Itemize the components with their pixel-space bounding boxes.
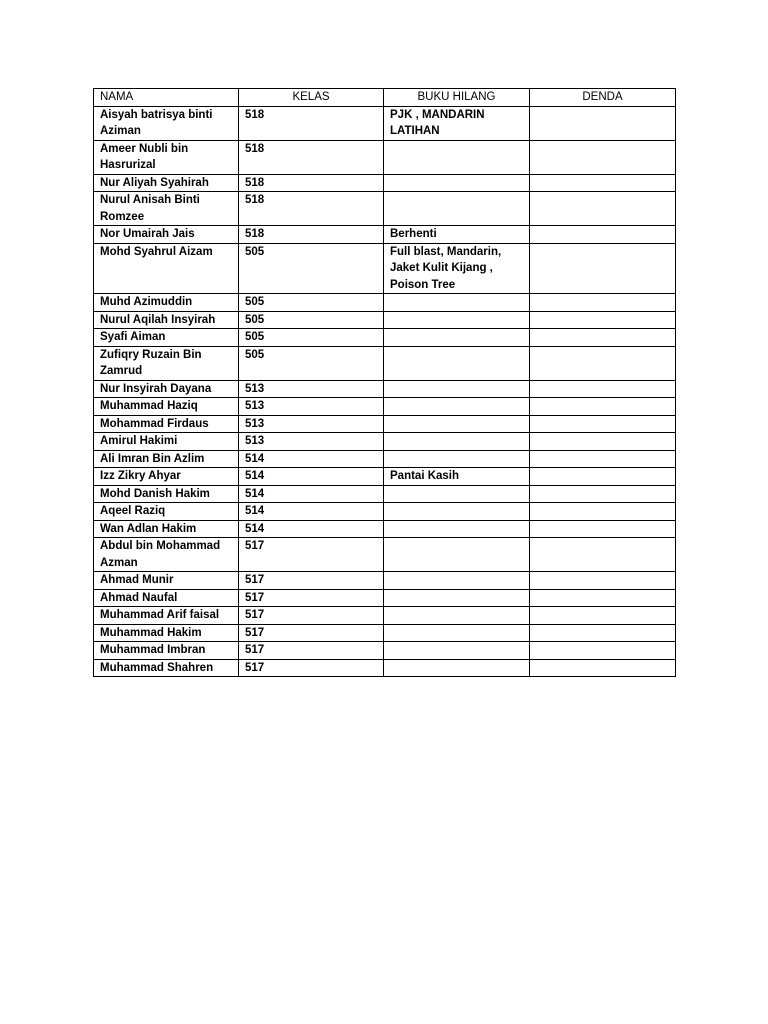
cell-nama: Ali Imran Bin Azlim: [94, 450, 239, 468]
cell-kelas: 517: [239, 572, 384, 590]
cell-buku-hilang: [384, 503, 530, 521]
cell-nama: Mohammad Firdaus: [94, 415, 239, 433]
cell-kelas: 513: [239, 433, 384, 451]
cell-kelas: 514: [239, 468, 384, 486]
cell-nama: Muhammad Hakim: [94, 624, 239, 642]
table-row: [94, 572, 676, 590]
cell-buku-hilang: [384, 329, 530, 347]
cell-denda: [530, 346, 676, 380]
cell-nama: Muhammad Haziq: [94, 398, 239, 416]
cell-buku-hilang: [384, 192, 530, 226]
table-row: [94, 192, 676, 226]
cell-denda: [530, 572, 676, 590]
cell-kelas: 505: [239, 243, 384, 294]
table-row: [94, 485, 676, 503]
cell-kelas: 514: [239, 450, 384, 468]
cell-buku-hilang: [384, 140, 530, 174]
table-row: [94, 226, 676, 244]
cell-buku-hilang: [384, 607, 530, 625]
table-row: [94, 642, 676, 660]
cell-nama: Wan Adlan Hakim: [94, 520, 239, 538]
cell-denda: [530, 174, 676, 192]
cell-denda: [530, 642, 676, 660]
lost-books-table: [93, 88, 676, 677]
table-row: [94, 607, 676, 625]
header-kelas: KELAS: [239, 89, 384, 107]
cell-nama: Abdul bin Mohammad Azman: [94, 538, 239, 572]
table-row: [94, 106, 676, 140]
cell-buku-hilang: [384, 380, 530, 398]
cell-buku-hilang: [384, 624, 530, 642]
cell-kelas: 518: [239, 140, 384, 174]
cell-kelas: 517: [239, 538, 384, 572]
cell-kelas: 517: [239, 624, 384, 642]
cell-buku-hilang: [384, 538, 530, 572]
cell-nama: Izz Zikry Ahyar: [94, 468, 239, 486]
cell-denda: [530, 589, 676, 607]
table-row: [94, 346, 676, 380]
table-row: [94, 311, 676, 329]
cell-nama: Nur Insyirah Dayana: [94, 380, 239, 398]
header-row: [94, 89, 676, 107]
cell-denda: [530, 520, 676, 538]
cell-denda: [530, 450, 676, 468]
cell-buku-hilang: [384, 485, 530, 503]
cell-buku-hilang: [384, 450, 530, 468]
cell-kelas: 517: [239, 659, 384, 677]
header-nama: NAMA: [94, 89, 239, 107]
cell-kelas: 505: [239, 329, 384, 347]
cell-denda: [530, 106, 676, 140]
cell-kelas: 505: [239, 294, 384, 312]
cell-buku-hilang: Full blast, Mandarin, Jaket Kulit Kijang , Poison Tree: [384, 243, 530, 294]
cell-nama: Muhammad Shahren: [94, 659, 239, 677]
table-row: [94, 294, 676, 312]
table-row: [94, 624, 676, 642]
cell-denda: [530, 140, 676, 174]
cell-nama: Nur Aliyah Syahirah: [94, 174, 239, 192]
cell-buku-hilang: [384, 415, 530, 433]
table-header: [94, 89, 676, 107]
cell-nama: Mohd Danish Hakim: [94, 485, 239, 503]
table-row: [94, 174, 676, 192]
cell-denda: [530, 538, 676, 572]
cell-nama: Aisyah batrisya binti Aziman: [94, 106, 239, 140]
cell-nama: Amirul Hakimi: [94, 433, 239, 451]
cell-denda: [530, 659, 676, 677]
cell-nama: Nurul Anisah Binti Romzee: [94, 192, 239, 226]
cell-nama: Muhammad Arif faisal: [94, 607, 239, 625]
cell-kelas: 518: [239, 106, 384, 140]
cell-buku-hilang: [384, 572, 530, 590]
cell-denda: [530, 485, 676, 503]
cell-nama: Ahmad Naufal: [94, 589, 239, 607]
cell-buku-hilang: [384, 433, 530, 451]
table-row: [94, 140, 676, 174]
cell-buku-hilang: [384, 346, 530, 380]
cell-denda: [530, 503, 676, 521]
cell-denda: [530, 624, 676, 642]
cell-buku-hilang: [384, 659, 530, 677]
cell-kelas: 505: [239, 311, 384, 329]
cell-buku-hilang: [384, 294, 530, 312]
cell-nama: Nor Umairah Jais: [94, 226, 239, 244]
cell-denda: [530, 415, 676, 433]
cell-buku-hilang: Pantai Kasih: [384, 468, 530, 486]
cell-denda: [530, 380, 676, 398]
cell-kelas: 513: [239, 380, 384, 398]
table-row: [94, 503, 676, 521]
cell-kelas: 517: [239, 642, 384, 660]
cell-buku-hilang: [384, 398, 530, 416]
cell-buku-hilang: [384, 520, 530, 538]
cell-denda: [530, 294, 676, 312]
cell-kelas: 514: [239, 485, 384, 503]
cell-kelas: 517: [239, 607, 384, 625]
table-row: [94, 468, 676, 486]
table-row: [94, 380, 676, 398]
cell-denda: [530, 398, 676, 416]
cell-kelas: 513: [239, 398, 384, 416]
cell-denda: [530, 329, 676, 347]
cell-buku-hilang: [384, 311, 530, 329]
cell-buku-hilang: PJK , MANDARIN LATIHAN: [384, 106, 530, 140]
cell-buku-hilang: Berhenti: [384, 226, 530, 244]
cell-denda: [530, 192, 676, 226]
cell-denda: [530, 226, 676, 244]
cell-buku-hilang: [384, 589, 530, 607]
cell-denda: [530, 243, 676, 294]
cell-nama: Syafi Aiman: [94, 329, 239, 347]
cell-denda: [530, 433, 676, 451]
cell-kelas: 513: [239, 415, 384, 433]
table-row: [94, 243, 676, 294]
cell-nama: Ameer Nubli bin Hasrurizal: [94, 140, 239, 174]
cell-nama: Muhd Azimuddin: [94, 294, 239, 312]
header-denda: DENDA: [530, 89, 676, 107]
cell-kelas: 518: [239, 192, 384, 226]
cell-denda: [530, 607, 676, 625]
table-row: [94, 329, 676, 347]
cell-denda: [530, 311, 676, 329]
cell-kelas: 514: [239, 503, 384, 521]
cell-nama: Nurul Aqilah Insyirah: [94, 311, 239, 329]
cell-nama: Zufiqry Ruzain Bin Zamrud: [94, 346, 239, 380]
cell-kelas: 518: [239, 226, 384, 244]
table-row: [94, 589, 676, 607]
cell-kelas: 517: [239, 589, 384, 607]
table-body: [94, 106, 676, 677]
cell-nama: Muhammad Imbran: [94, 642, 239, 660]
cell-nama: Ahmad Munir: [94, 572, 239, 590]
cell-kelas: 514: [239, 520, 384, 538]
table-row: [94, 433, 676, 451]
table-row: [94, 450, 676, 468]
table-row: [94, 415, 676, 433]
table-row: [94, 398, 676, 416]
cell-kelas: 518: [239, 174, 384, 192]
cell-buku-hilang: [384, 642, 530, 660]
table-row: [94, 520, 676, 538]
cell-kelas: 505: [239, 346, 384, 380]
table-row: [94, 659, 676, 677]
cell-denda: [530, 468, 676, 486]
cell-buku-hilang: [384, 174, 530, 192]
cell-nama: Aqeel Raziq: [94, 503, 239, 521]
header-buku-hilang: BUKU HILANG: [384, 89, 530, 107]
table-row: [94, 538, 676, 572]
cell-nama: Mohd Syahrul Aizam: [94, 243, 239, 294]
